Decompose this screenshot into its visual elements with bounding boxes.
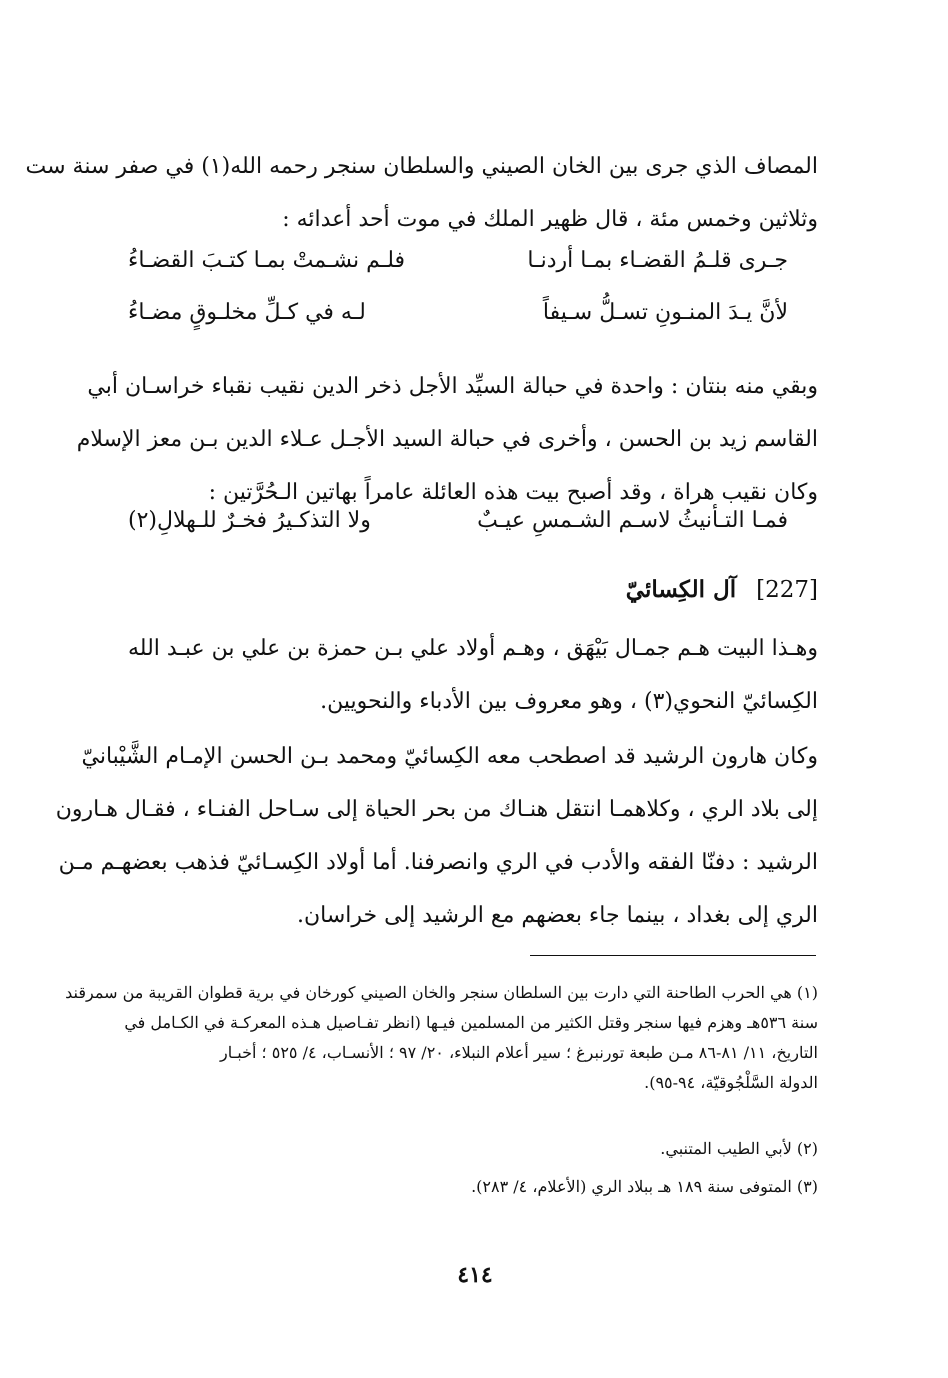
verse-second-hemistich: ولا التذكـيرُ فخـرٌ للـهلالِ(٢) [128, 508, 371, 533]
footnote-line: سنة ٥٣٦هـ وهزم فيها سنجر وقتل الكثير من المسلمين فيـها (انظر تفـاصيل هـذه المعركـة في الكـامل في [124, 1013, 818, 1032]
text-line: المصاف الذي جرى بين الخان الصيني والسلطان سنجر رحمه الله(١) في صفر سنة ست [25, 154, 818, 179]
section-title: آل الكِسائيّ [625, 576, 737, 603]
paragraph-1 [25, 140, 818, 246]
paragraph-3 [128, 622, 818, 728]
text-line: الري إلى بغداد ، بينما جاء بعضهم مع الرشيد إلى خراسان. [297, 903, 818, 928]
text-line: إلى بلاد الري ، وكلاهمـا انتقل هنـاك من بحر الحياة إلى سـاحل الفنـاء ، فقـال هـارون [55, 797, 818, 822]
text-line: الكِسائيّ النحوي(٣) ، وهو معروف بين الأدباء والنحويين. [320, 689, 818, 714]
footnote-1 [65, 978, 818, 1098]
footnote-line: التاريخ، ١١/ ٨١-٨٦ مـن طبعة تورنبرغ ؛ سير أعلام النبلاء، ٢٠/ ٩٧ ؛ الأنسـاب، ٤/ ٥٢٥ ؛ أخبـار [220, 1043, 818, 1062]
page-number: ٤١٤ [457, 1262, 493, 1288]
text-line: وبقي منه بنتان : واحدة في حبالة السيِّد الأجل ذخر الدين نقيب نقباء خراسـان أبي [87, 374, 818, 399]
paragraph-4 [55, 730, 818, 942]
text-line: وكان هارون الرشيد قد اصطحب معه الكِسائيّ ومحمد بـن الحسن الإمـام الشَّيْبانيّ [81, 744, 818, 769]
footnote-line: (١) هي الحرب الطاحنة التي دارت بين السلطان سنجر والخان الصيني كورخان في برية قطوان القريبة من سمرقند [65, 983, 818, 1002]
poem-verse [128, 300, 818, 340]
text-line: القاسم زيد بن الحسن ، وأخرى في حبالة السيد الأجـل عـلاء الدين بـن معز الإسلام [76, 427, 818, 452]
paragraph-2 [76, 360, 818, 519]
verse-second-hemistich: فلـم نشـمتْ بمـا كتـبَ القضـاءُ [128, 248, 406, 273]
section-number: [227] [756, 577, 818, 603]
verse-first-hemistich: جـرى قلـمُ القضـاء بمـا أردنـا [527, 248, 788, 273]
verse-first-hemistich: لأنَّ يـدَ المنـونِ تسـلُّ سـيفاً [542, 300, 788, 325]
footnote-divider [530, 955, 816, 956]
section-heading [626, 576, 818, 603]
footnote-line: الدولة السَّلْجُوقيّة، ٩٤-٩٥). [644, 1073, 818, 1092]
verse-first-hemistich: فمـا التـأنيثُ لاسـم الشـمسِ عيـبٌ [477, 508, 788, 533]
footnote-3 [128, 1172, 818, 1202]
footnote-line: (٣) المتوفى سنة ١٨٩ هـ ببلاد الري (الأعلام، ٤/ ٢٨٣). [471, 1177, 818, 1196]
text-line: وهـذا البيت هـم جمـال بَيْهَق ، وهـم أولاد علي بـن حمزة بن علي بن عبـد الله [128, 636, 818, 661]
text-line: وكان نقيب هراة ، وقد أصبح بيت هذه العائلة عامراً بهاتين الـحُرَّتين : [208, 480, 818, 505]
footnote-2 [128, 1134, 818, 1164]
text-line: وثلاثين وخمس مئة ، قال ظهير الملك في موت أحد أعدائه : [282, 207, 818, 232]
footnote-line: (٢) لأبي الطيب المتنبي. [660, 1139, 818, 1158]
text-line: الرشيد : دفنّا الفقه والأدب في الري وانصرفنا. أما أولاد الكِسـائيّ فذهب بعضهـم مـن [58, 850, 818, 875]
poem-verse [128, 248, 818, 288]
verse-second-hemistich: لـه في كـلِّ مخلـوقٍ مضـاءُ [128, 300, 366, 325]
poem-verse [128, 508, 818, 548]
